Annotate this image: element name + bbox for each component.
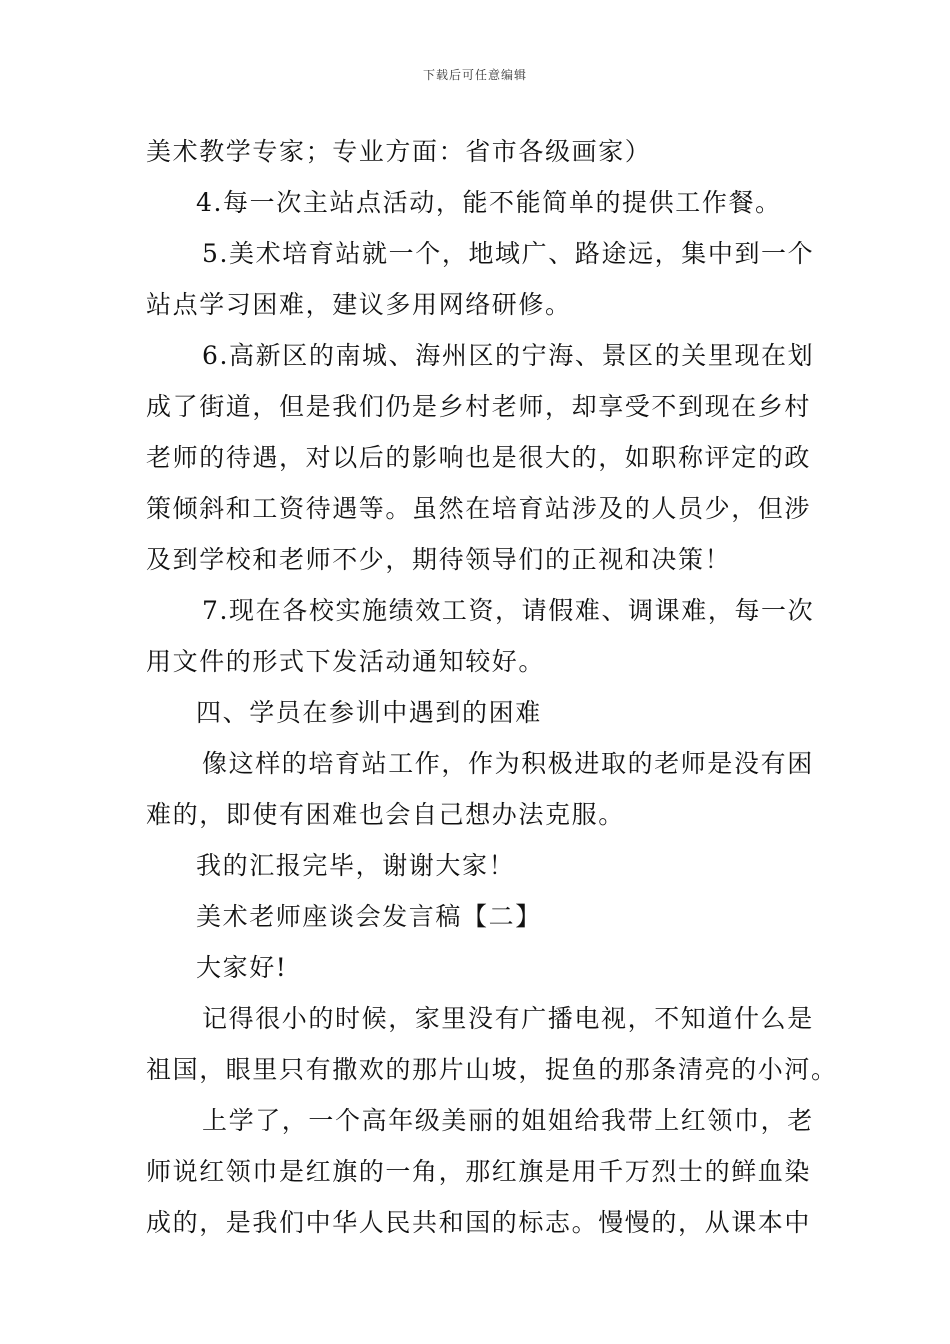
text-line: 4.每一次主站点活动，能不能简单的提供工作餐。 bbox=[196, 188, 782, 217]
paragraph bbox=[146, 993, 838, 1095]
text-line: 记得很小的时候，家里没有广播电视，不知道什么是 bbox=[202, 1004, 814, 1033]
text-line: 师说红领巾是红旗的一角，那红旗是用千万烈士的鲜血染 bbox=[146, 1157, 812, 1186]
text-line: 策倾斜和工资待遇等。虽然在培育站涉及的人员少，但涉 bbox=[146, 494, 812, 523]
paragraph bbox=[146, 942, 810, 993]
paragraph bbox=[146, 687, 810, 738]
paragraph bbox=[146, 840, 810, 891]
text-line: 四、学员在参训中遇到的困难 bbox=[196, 698, 542, 727]
paragraph bbox=[146, 738, 814, 840]
paragraph bbox=[146, 126, 810, 177]
text-line: 6.高新区的南城、海州区的宁海、景区的关里现在划 bbox=[202, 341, 815, 370]
text-line: 美术教学专家；专业方面：省市各级画家） bbox=[146, 137, 652, 166]
text-line: 成的，是我们中华人民共和国的标志。慢慢的，从课本中 bbox=[146, 1208, 812, 1237]
text-line: 5.美术培育站就一个，地域广、路途远，集中到一个 bbox=[202, 239, 815, 268]
text-line: 难的，即使有困难也会自己想办法克服。 bbox=[146, 800, 625, 829]
text-line: 用文件的形式下发活动通知较好。 bbox=[146, 647, 546, 676]
text-line: 我的汇报完毕，谢谢大家！ bbox=[196, 851, 516, 880]
paragraph bbox=[146, 585, 815, 687]
text-line: 7.现在各校实施绩效工资，请假难、调课难，每一次 bbox=[202, 596, 815, 625]
paragraph bbox=[146, 891, 810, 942]
text-line: 祖国，眼里只有撒欢的那片山坡，捉鱼的那条清亮的小河。 bbox=[146, 1055, 838, 1084]
text-line: 上学了，一个高年级美丽的姐姐给我带上红领巾，老 bbox=[202, 1106, 814, 1135]
text-line: 成了街道，但是我们仍是乡村老师，却享受不到现在乡村 bbox=[146, 392, 812, 421]
paragraph bbox=[146, 228, 815, 330]
text-line: 及到学校和老师不少，期待领导们的正视和决策！ bbox=[146, 545, 732, 574]
paragraph bbox=[146, 330, 815, 585]
text-line: 像这样的培育站工作，作为积极进取的老师是没有困 bbox=[202, 749, 814, 778]
text-line: 美术老师座谈会发言稿【二】 bbox=[196, 902, 542, 931]
text-line: 大家好! bbox=[196, 953, 288, 982]
paragraph bbox=[146, 1095, 814, 1248]
text-line: 老师的待遇，对以后的影响也是很大的，如职称评定的政 bbox=[146, 443, 812, 472]
page-header-note: 下载后可任意编辑 bbox=[422, 68, 527, 82]
document-body bbox=[146, 126, 838, 1248]
paragraph bbox=[146, 177, 810, 228]
text-line: 站点学习困难，建议多用网络研修。 bbox=[146, 290, 572, 319]
